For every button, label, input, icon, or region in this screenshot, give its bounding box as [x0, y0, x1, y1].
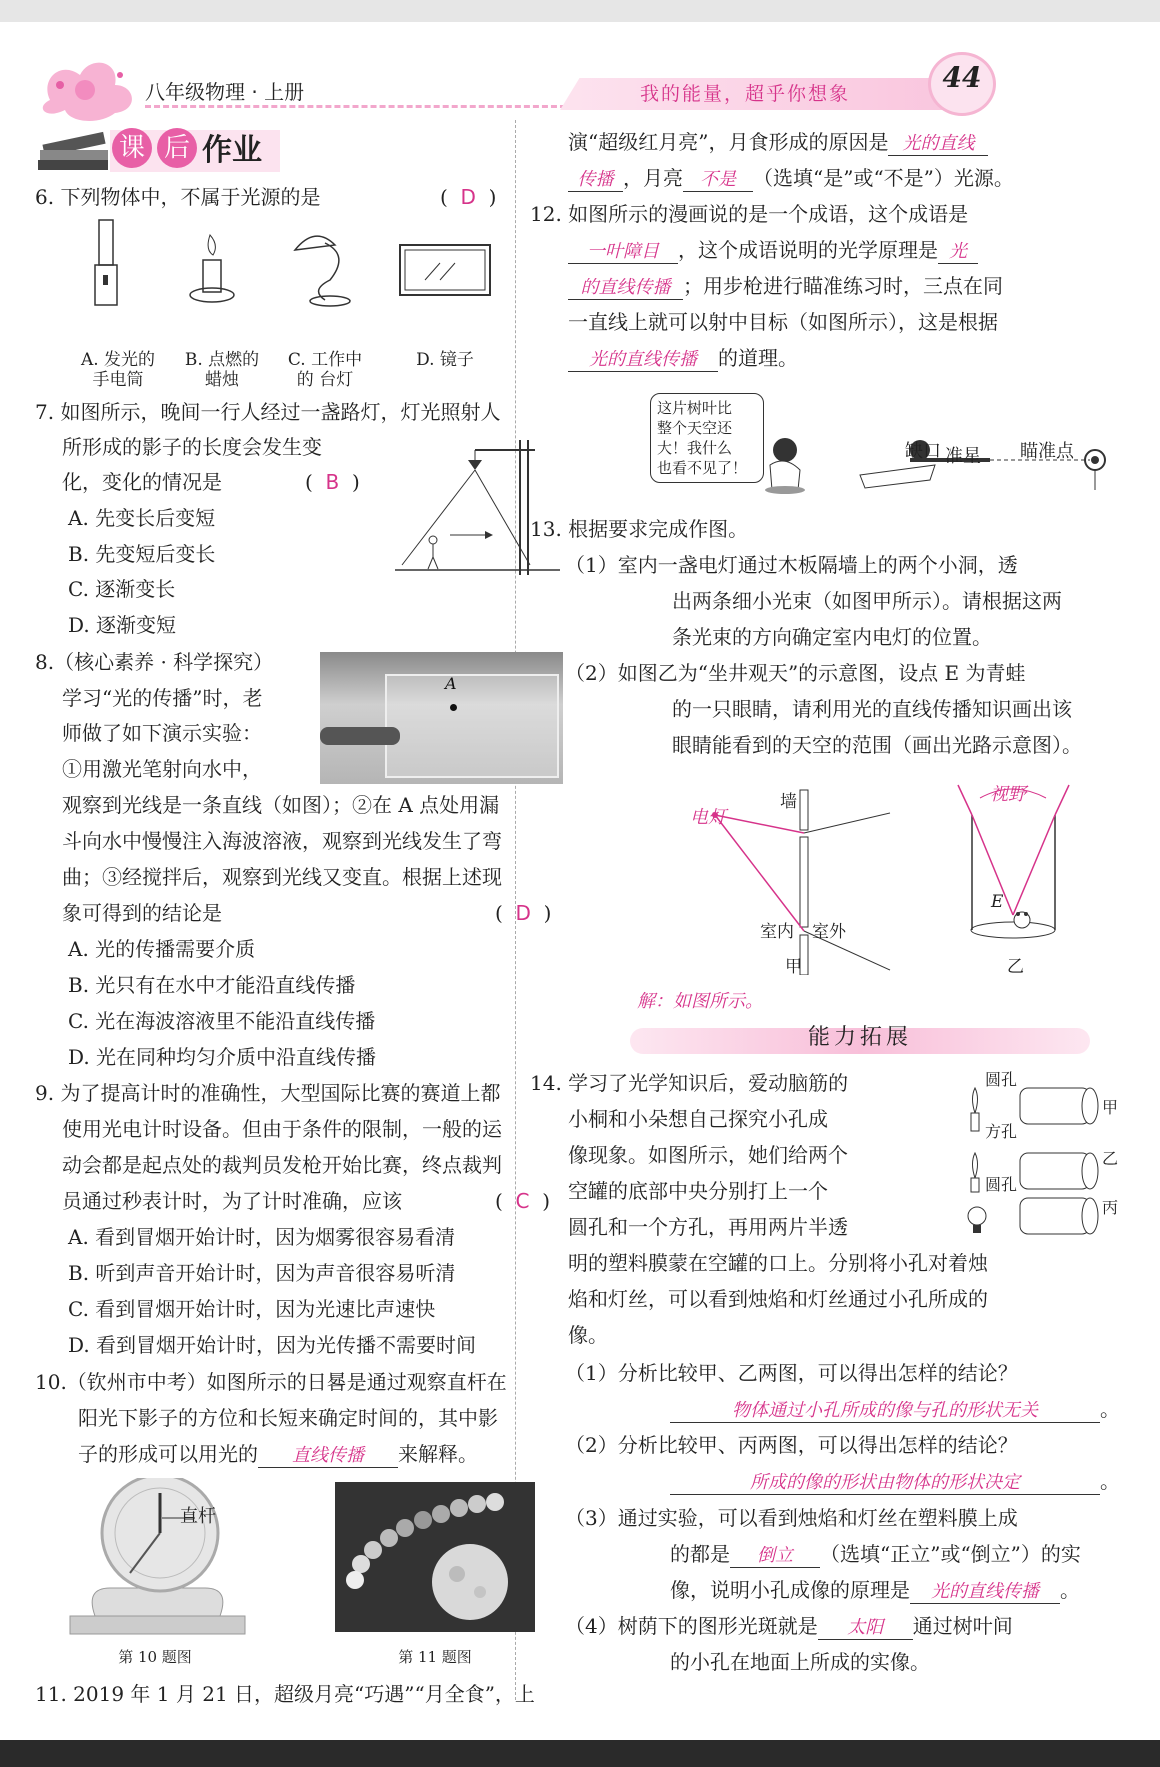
- q13-yi-label: 乙: [1007, 957, 1024, 977]
- q12-speech-bubble: [650, 393, 764, 483]
- section-char-1: 课: [112, 128, 152, 168]
- q11-line-2: 演“超级红月亮”，月食形成的原因是 光的直线: [568, 130, 988, 156]
- q7-line-2: 所形成的影子的长度会发生变: [62, 435, 322, 459]
- q13-solution: 解：如图所示。: [637, 991, 763, 1012]
- q14-s3-answer-2: 光的直线传播: [910, 1581, 1060, 1604]
- floral-ornament-icon: [30, 45, 150, 125]
- q14-line-5: 圆孔和一个方孔，再用两片半透: [568, 1215, 848, 1239]
- q8-line-4: ①用激光笔射向水中，: [62, 757, 262, 781]
- q14-s4-answer: 太阳: [818, 1617, 913, 1640]
- q10-line-3: 子的形成可以用光的 直线传播 来解释。: [78, 1442, 478, 1466]
- q7-answer: B: [325, 470, 340, 494]
- q6-option-b: B. 点燃的 蜡烛: [184, 350, 260, 390]
- q12-line-2: 一叶障目 ，这个成语说明的光学原理是 光: [568, 238, 978, 264]
- q13-wall-label: 墙: [780, 792, 797, 812]
- q8-answer: D: [515, 901, 531, 925]
- q14-line-3: 像现象。如图所示，她们给两个: [568, 1143, 848, 1167]
- q12-line-5: 光的直线传播 的道理。: [568, 346, 798, 372]
- section-title: 作业: [202, 133, 262, 168]
- q13-view-label: 视野: [990, 784, 1026, 805]
- q9-option-b: B. 听到声音开始计时，因为声音很容易听清: [68, 1261, 456, 1285]
- q14-s3-line-3: 像，说明小孔成像的原理是 光的直线传播 。: [670, 1578, 1080, 1602]
- q13-lamp-label: 电灯: [690, 807, 726, 828]
- q11-answer-1b: 传播: [568, 169, 623, 192]
- q8-option-d: D. 光在同种均匀介质中沿直线传播: [68, 1045, 377, 1069]
- q14-fig-tag-1: 甲: [1102, 1098, 1119, 1117]
- q10-answer: 直线传播: [258, 1445, 398, 1468]
- q14-pinhole-figure: [965, 1068, 1115, 1238]
- q14-s2-answer-line: 所成的像的形状由物体的形状决定 。: [670, 1469, 1120, 1495]
- eclipse-sequence: [335, 1482, 535, 1632]
- section-char-2: 后: [157, 128, 197, 168]
- q14-fig-tag-2: 乙: [1102, 1149, 1119, 1168]
- q8-line-1: 8.（核心素养 · 科学探究）: [35, 650, 274, 674]
- q12-notch-label: 缺口: [905, 441, 941, 462]
- q9-line-1: 9. 为了提高计时的准确性，大型国际比赛的赛道上都: [35, 1081, 501, 1105]
- q8-line-5: 观察到光线是一条直线（如图）；②在 A 点处用漏: [62, 793, 500, 817]
- q11-answer-1a: 光的直线: [888, 133, 988, 156]
- q13-p2-line-2: 的一只眼睛，请利用光的直线传播知识画出该: [672, 697, 1072, 721]
- q10-line-1: 10.（钦州市中考）如图所示的日晷是通过观察直杆在: [35, 1370, 507, 1394]
- q7-line-3: 化，变化的情况是: [62, 470, 222, 494]
- q14-line-7: 焰和灯丝，可以看到烛焰和灯丝通过小孔所成的: [568, 1287, 988, 1311]
- header-divider: [145, 105, 575, 108]
- q12-line-4: 一直线上就可以射中目标（如图所示），这是根据: [568, 310, 998, 334]
- q14-s3-line-2: 的都是 倒立 （选填“正立”或“倒立”）的实: [670, 1542, 1081, 1566]
- q8-line-3: 师做了如下演示实验：: [62, 721, 262, 745]
- q6-text: 6. 下列物体中，不属于光源的是: [35, 185, 321, 209]
- q7-line-1: 7. 如图所示，晚间一行人经过一盏路灯，灯光照射人: [35, 400, 501, 424]
- q12-line-3: 的直线传播 ；用步枪进行瞄准练习时，三点在同: [568, 274, 1003, 300]
- laser-pointer: [320, 727, 400, 745]
- q9-answer: C: [515, 1189, 530, 1213]
- q8-line-2: 学习“光的传播”时，老: [62, 686, 263, 710]
- q13-indoor-label: 室内: [760, 922, 794, 942]
- q13-outdoor-label: 室外: [812, 922, 846, 942]
- q8-option-b: B. 光只有在水中才能沿直线传播: [68, 973, 356, 997]
- q11-figure-caption: 第 11 题图: [398, 1648, 472, 1666]
- q10-rod-label: 直杆: [180, 1506, 216, 1527]
- q6-answer: D: [460, 185, 476, 209]
- q7-streetlamp-figure: [390, 435, 565, 580]
- q12-answer-3: 光的直线传播: [568, 349, 718, 372]
- q14-s3-line-1: （3）通过实验，可以看到烛焰和灯丝在塑料膜上成: [565, 1506, 1018, 1530]
- q9-option-c: C. 看到冒烟开始计时，因为光速比声速快: [68, 1297, 436, 1321]
- q7-answer-paren: ( B ): [305, 470, 360, 494]
- q12-target-label: 瞄准点: [1020, 441, 1074, 462]
- q14-s1-answer-line: 物体通过小孔所成的像与孔的形状无关 。: [670, 1397, 1120, 1423]
- q13-figure-yi-well: [950, 780, 1090, 960]
- tank: [385, 674, 559, 778]
- q9-line-3: 动会都是起点处的裁判员发枪开始比赛，终点裁判: [62, 1153, 502, 1177]
- q14-line-6: 明的塑料膜蒙在空罐的口上。分别将小孔对着烛: [568, 1251, 988, 1275]
- q8-option-a: A. 光的传播需要介质: [68, 937, 256, 961]
- q7-option-c: C. 逐渐变长: [68, 577, 176, 601]
- q14-s1-question: （1）分析比较甲、乙两图，可以得出怎样的结论？: [565, 1361, 1018, 1385]
- q11-line-3: 传播 ，月亮 不是 （选填“是”或“不是”）光源。: [568, 166, 1014, 192]
- q13-eye-label: E: [991, 892, 1004, 912]
- q13-p2-line-3: 眼睛能看到的天空的范围（画出光路示意图）。: [672, 733, 1082, 757]
- q13-p1-line-3: 条光束的方向确定室内电灯的位置。: [672, 625, 992, 649]
- q12-line-1: 12. 如图所示的漫画说的是一个成语，这个成语是: [530, 202, 969, 226]
- q6-option-c: C. 工作中 的 台灯: [287, 350, 363, 390]
- q11-line-1: 11. 2019 年 1 月 21 日，超级月亮“巧遇”“月全食”，上: [35, 1682, 535, 1706]
- q8-option-c: C. 光在海波溶液里不能沿直线传播: [68, 1009, 376, 1033]
- q9-option-a: A. 看到冒烟开始计时，因为烟雾很容易看清: [68, 1225, 456, 1249]
- q6-figure: [85, 215, 505, 315]
- books-icon: [35, 120, 115, 175]
- q13-text: 13. 根据要求完成作图。: [530, 517, 749, 541]
- bubble-text: 这片树叶比 整个天空还 大！我什么 也看不见了！: [657, 399, 748, 477]
- q11-lunar-eclipse-photo: [335, 1482, 535, 1632]
- q8-water-tank-photo: [320, 652, 563, 784]
- q10-figure-caption: 第 10 题图: [118, 1648, 192, 1666]
- q8-answer-paren: ( D ): [495, 901, 552, 925]
- q14-line-4: 空罐的底部中央分别打上一个: [568, 1179, 828, 1203]
- page-number: 44: [942, 61, 982, 94]
- q8-line-8: 象可得到的结论是: [62, 901, 222, 925]
- q14-line-1: 14. 学习了光学知识后，爱动脑筋的: [530, 1071, 849, 1095]
- q12-answer-2a: 光: [938, 241, 978, 264]
- q7-option-b: B. 先变短后变长: [68, 542, 216, 566]
- point-a-label: A: [445, 674, 457, 693]
- q6-option-d: D. 镜子: [416, 350, 474, 370]
- q14-fig-hole-2: 方孔: [985, 1122, 1018, 1141]
- slogan: 我的能量，超乎你想象: [640, 83, 851, 105]
- q14-s4-line-1: （4）树荫下的图形光斑就是 太阳 通过树叶间: [565, 1614, 1013, 1638]
- q8-line-7: 曲；③经搅拌后，观察到光线又变直。根据上述现: [62, 865, 502, 889]
- q14-fig-hole-3: 圆孔: [985, 1175, 1018, 1194]
- bottom-bar: [0, 1740, 1160, 1767]
- q9-line-4: 员通过秒表计时，为了计时准确，应该: [62, 1189, 402, 1213]
- q11-answer-2: 不是: [683, 169, 753, 192]
- q9-option-d: D. 看到冒烟开始计时，因为光传播不需要时间: [68, 1333, 477, 1357]
- q14-fig-hole-1: 圆孔: [985, 1070, 1018, 1089]
- q13-p1-line-1: （1）室内一盏电灯通过木板隔墙上的两个小洞，透: [565, 553, 1018, 577]
- q14-s3-answer-1: 倒立: [730, 1545, 820, 1568]
- q14-line-2: 小桐和小朵想自己探究小孔成: [568, 1107, 828, 1131]
- q14-s2-answer: 所成的像的形状由物体的形状决定: [670, 1472, 1100, 1495]
- q9-line-2: 使用光电计时设备。但由于条件的限制，一般的运: [62, 1117, 502, 1141]
- q6-option-a: A. 发光的 手电筒: [80, 350, 156, 390]
- q7-option-d: D. 逐渐变短: [68, 613, 177, 637]
- q14-s4-line-2: 的小孔在地面上所成的实像。: [670, 1650, 930, 1674]
- q7-option-a: A. 先变长后变短: [68, 506, 216, 530]
- q14-fig-tag-3: 丙: [1102, 1198, 1119, 1217]
- q12-answer-1: 一叶障目: [568, 241, 678, 264]
- book-title: 八年级物理 · 上册: [145, 80, 305, 104]
- q13-jia-label: 甲: [785, 957, 802, 977]
- q13-p2-line-1: （2）如图乙为“坐井观天”的示意图，设点 E 为青蛙: [565, 661, 1026, 685]
- q13-p1-line-2: 出两条细小光束（如图甲所示）。请根据这两: [672, 589, 1062, 613]
- q6-answer-paren: ( D ): [440, 185, 497, 209]
- q9-answer-paren: ( C ): [495, 1189, 551, 1213]
- q14-s2-question: （2）分析比较甲、丙两图，可以得出怎样的结论？: [565, 1433, 1018, 1457]
- q10-line-2: 阳光下影子的方位和长短来确定时间的，其中影: [78, 1406, 498, 1430]
- q12-answer-2b: 的直线传播: [568, 277, 683, 300]
- q14-s1-answer: 物体通过小孔所成的像与孔的形状无关: [670, 1400, 1100, 1423]
- q14-line-8: 像。: [568, 1323, 608, 1347]
- section2-title: 能力拓展: [807, 1025, 912, 1050]
- q12-sight-label: 准星: [945, 446, 981, 467]
- point-a-marker: [450, 704, 457, 711]
- q8-line-6: 斗向水中慢慢注入海波溶液，观察到光线发生了弯: [62, 829, 502, 853]
- q10-sundial-figure: [65, 1478, 255, 1638]
- top-margin: [0, 0, 1160, 22]
